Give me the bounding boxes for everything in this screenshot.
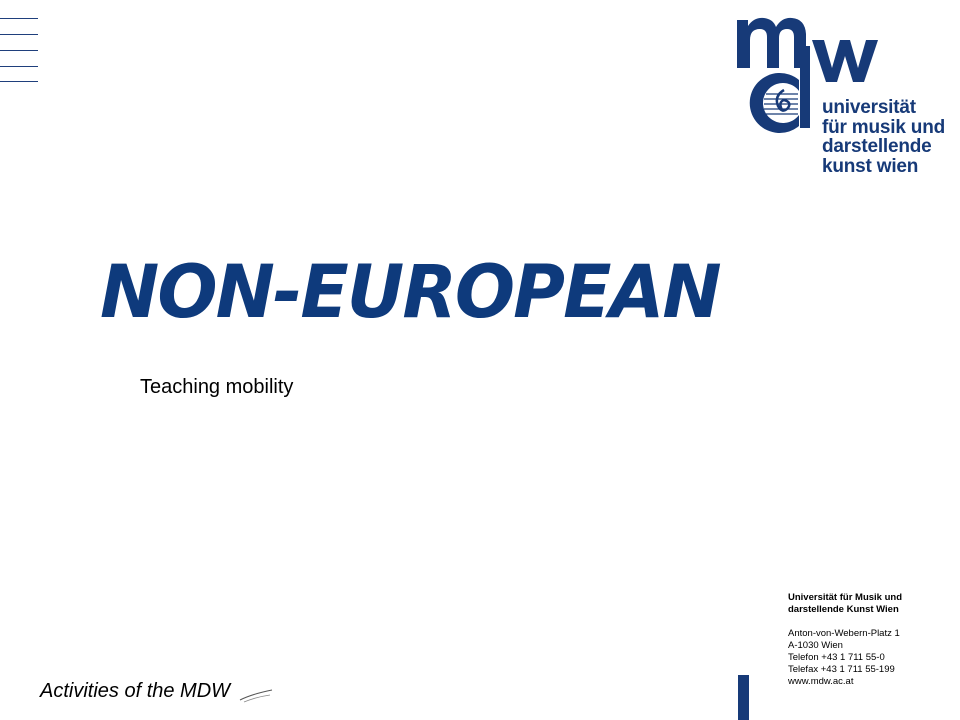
corner-line	[0, 66, 38, 67]
corner-line	[0, 18, 38, 19]
fax-number: Telefax +43 1 711 55-199	[788, 664, 895, 675]
institution-name: Universität für Musik und	[788, 592, 903, 603]
logo-wordmark	[822, 98, 952, 176]
logo-line: darstellende	[822, 136, 932, 157]
logo-line: für musik und	[822, 116, 946, 138]
corner-line	[0, 81, 38, 82]
address-spacer	[788, 616, 953, 628]
corner-line	[0, 50, 38, 51]
mdw-logo	[732, 10, 952, 185]
website-link[interactable]: www.mdw.ac.at	[788, 676, 854, 687]
footer-label: Activities of the MDW	[40, 680, 231, 702]
flourish-icon	[238, 686, 274, 706]
institution-name: darstellende Kunst Wien	[788, 604, 899, 615]
corner-lines-decoration	[0, 18, 38, 82]
corner-line	[0, 34, 38, 35]
logo-line: kunst wien	[822, 155, 919, 177]
street-address: Anton-von-Webern-Platz 1	[788, 628, 900, 639]
slide-title: NON-EUROPEAN	[100, 250, 720, 335]
logo-line: universität	[822, 97, 916, 118]
footer-accent-bar	[738, 675, 749, 720]
address-block	[788, 592, 953, 688]
city-address: A-1030 Wien	[788, 640, 843, 651]
slide-subtitle: Teaching mobility	[140, 376, 294, 398]
phone-number: Telefon +43 1 711 55-0	[788, 652, 885, 663]
